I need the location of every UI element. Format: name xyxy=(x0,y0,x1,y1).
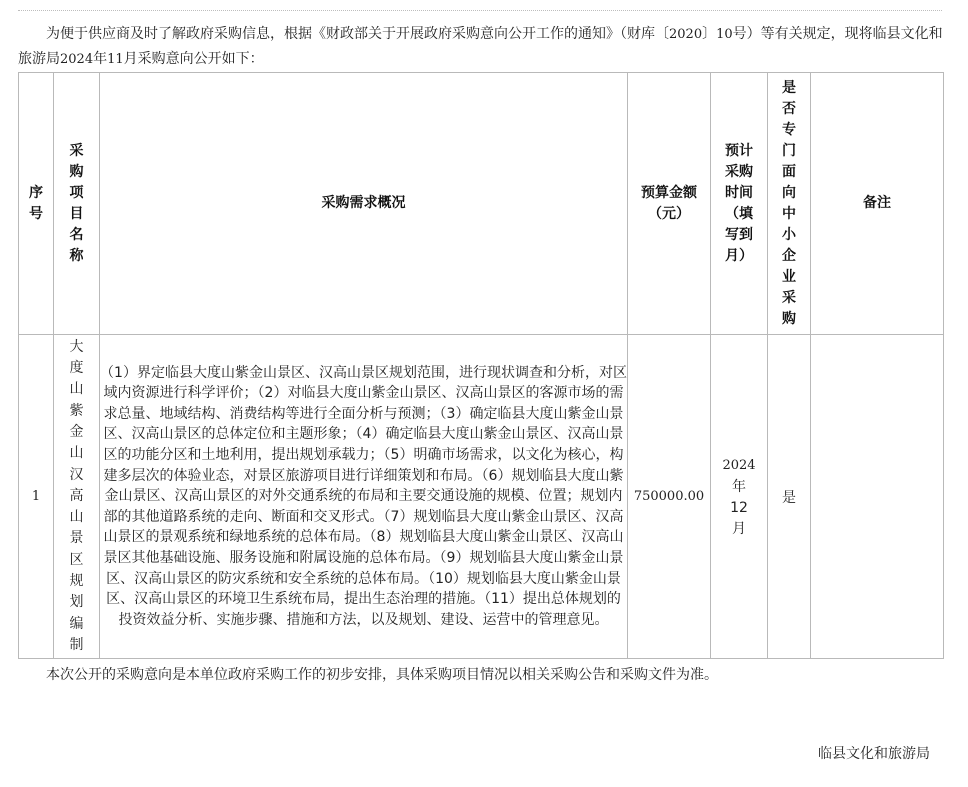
intro-paragraph xyxy=(18,22,944,72)
procurement-table xyxy=(18,72,944,659)
intro-ref-year: 2020 xyxy=(669,27,703,42)
header-seq: 序号 xyxy=(19,73,54,335)
table-header-row xyxy=(19,73,944,335)
header-budget: 预算金额（元） xyxy=(628,73,711,335)
cell-time-year: 2024 xyxy=(722,457,756,473)
cell-time-month: 年12月 xyxy=(730,478,748,537)
intro-ref-number: 10 xyxy=(716,27,733,42)
intro-year: 2024 xyxy=(60,52,94,67)
cell-budget: 750000.00 xyxy=(628,335,711,659)
cell-seq: 1 xyxy=(19,335,54,659)
cell-desc: （1）界定临县大度山紫金山景区、汉高山景区规划范围，进行现状调查和分析，对区域内资源进行科学评价；（2）对临县大度山紫金山景区、汉高山景区的客源市场的需求总量、地域结构、消费结构等进行全面分析与预测；（3）确定临县大度山紫金山景区、汉高山景区的总体定位和主题形象；（4）确定临县大度山紫金山景区、汉高山景区的功能分区和土地利用，提出规划承载力；（5）明确市场需求，以文化为核心，构建多层次的体验业态，对景区旅游项目进行详细策划和布局。（6）规划临县大度山紫金山景区、汉高山景区的对外交通系统的布局和主要交通设施的规模、位置；规划内部的其他道路系统的走向、断面和交叉形式。（7）规划临县大度山紫金山景区、汉高山景区的景观系统和绿地系统的总体布局。（8）规划临县大度山紫金山景区、汉高山景区其他基础设施、服务设施和附属设施的总体布局。（9）规划临县大度山紫金山景区、汉高山景区的防灾系统和安全系统的总体布局。（10）规划临县大度山紫金山景区、汉高山景区的环境卫生系统布局，提出生态治理的措施。（11）提出总体规划的投资效益分析、实施步骤、措施和方法，以及规划、建设、运营中的管理意见。 xyxy=(100,335,628,659)
intro-text-prefix: 为便于供应商及时了解政府采购信息，根据《财政部关于开展政府采购意向公开工作的通知》（财库〔 xyxy=(46,26,669,42)
signature: 临县文化和旅游局 xyxy=(818,746,930,762)
intro-month: 11 xyxy=(107,52,124,67)
table-row xyxy=(19,335,944,659)
intro-text-suffix-b: 年 xyxy=(93,51,108,67)
footer-note: 本次公开的采购意向是本单位政府采购工作的初步安排，具体采购项目情况以相关采购公告和采购文件为准。 xyxy=(46,667,718,683)
intro-text-mid: 〕 xyxy=(702,26,717,42)
header-remark: 备注 xyxy=(811,73,944,335)
cell-sme: 是 xyxy=(768,335,811,659)
cell-remark xyxy=(811,335,944,659)
cell-time xyxy=(711,335,768,659)
header-time: 预计采购时间（填写到月） xyxy=(711,73,768,335)
header-desc: 采购需求概况 xyxy=(100,73,628,335)
header-sme: 是否专门面向中小企业采购 xyxy=(768,73,811,335)
top-divider xyxy=(18,10,942,11)
intro-text-suffix-a: 号）等有关规定，现将临县文化和旅游局 xyxy=(18,26,943,67)
cell-name: 大度山紫金山汉高山景区规划编制 xyxy=(54,335,100,659)
header-name: 采购项目名称 xyxy=(54,73,100,335)
intro-text-suffix-c: 月采购意向公开如下： xyxy=(123,51,264,67)
